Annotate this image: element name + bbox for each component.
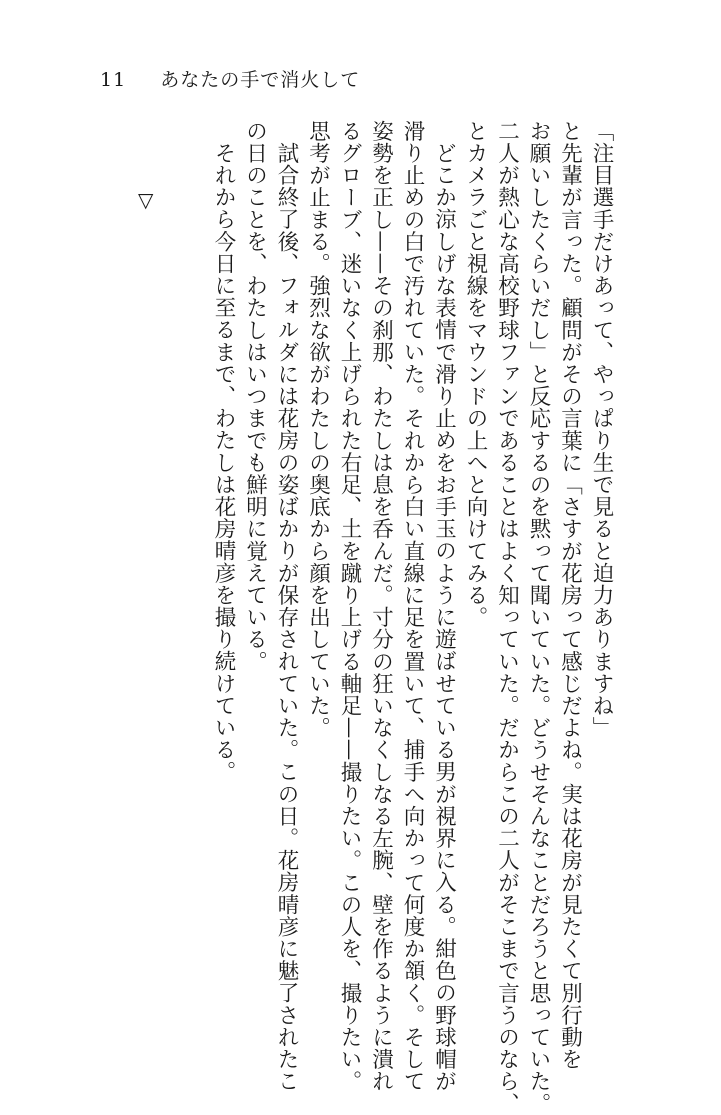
text-line: それから今日に至るまで、わたしは花房晴彦を撮り続けている。 [211, 141, 236, 783]
scene-break-triangle-icon: ▽ [138, 188, 154, 212]
text-line: お願いしたくらいだし」と反応するのを黙って聞いていた。どうせそんなことだろうと思っていた。 [526, 120, 551, 1115]
text-line: 姿勢を正し——その刹那、わたしは息を呑んだ。寸分の狂いなくしなる左腕、壁を作るように潰れ [368, 120, 394, 1093]
vertical-body-text [208, 120, 618, 1115]
running-header [100, 68, 360, 92]
page-number: 11 [100, 69, 127, 91]
chapter-title: あなたの手で消火して [160, 69, 361, 91]
text-line: 「注目選手だけあって、やっぱり生で見ると迫力ありますね」 [589, 120, 614, 739]
text-line: 思考が止まる。強烈な欲がわたしの奥底から顔を出していた。 [305, 120, 331, 739]
text-line: 二人が熱心な高校野球ファンであることはよく知っていた。だからこの二人がそこまで言うのなら、 [494, 120, 520, 1115]
text-line: と先輩が言った。顧問がその言葉に「さすが花房って感じだよね。実は花房が見たくて別行動を [557, 120, 583, 1071]
text-line: 試合終了後、フォルダには花房の姿ばかりが保存されていた。この日。花房晴彦に魅了されたこ [274, 141, 299, 1092]
text-line: とカメラごと視線をマウンドの上へと向けてみる。 [463, 120, 488, 629]
text-line: の日のことを、わたしはいつまでも鮮明に覚えている。 [242, 120, 268, 673]
text-line: どこか涼しげな表情で滑り止めをお手玉のように遊ばせている男が視界に入る。紺色の野球帽が [431, 141, 457, 1092]
text-line: 滑り止めの白で汚れていた。それから白い直線に足を置いて、捕手へ向かって何度か頷く。そして [400, 120, 425, 1093]
text-line: るグローブ、迷いなく上げられた右足、土を蹴り上げる軸足——撮りたい。この人を、撮りたい。 [337, 120, 362, 1093]
